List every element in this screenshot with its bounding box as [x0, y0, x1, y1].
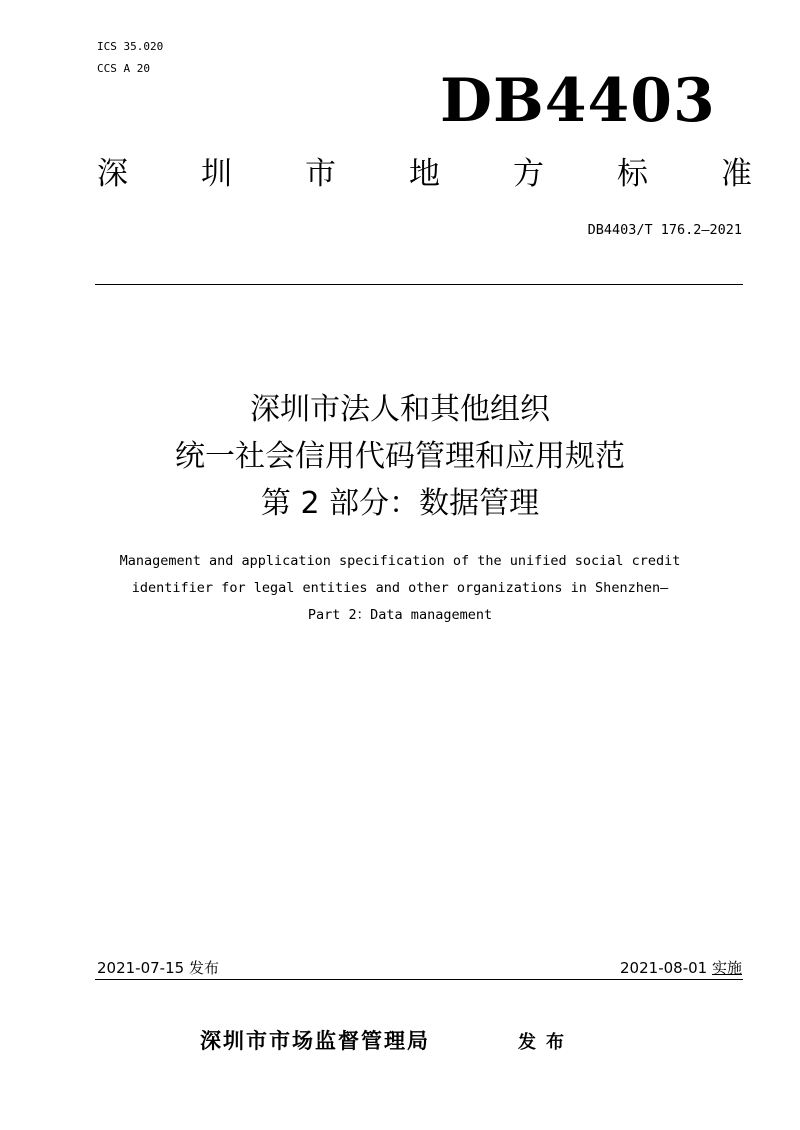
issue-date — [97, 958, 219, 978]
standard-type-char: 深 — [97, 156, 128, 192]
footer-divider — [95, 979, 743, 980]
publish-label: 发布 — [518, 1032, 574, 1053]
standard-number: DB4403/T 176.2—2021 — [587, 222, 742, 238]
english-title-line: Management and application specification of the unified social credit — [119, 553, 681, 569]
implementation-date — [620, 958, 742, 978]
standard-type-char: 地 — [409, 156, 440, 192]
ics-code: ICS 35.020 — [97, 40, 164, 53]
ccs-code: CCS A 20 — [97, 62, 150, 75]
standard-type-char: 圳 — [201, 156, 232, 192]
english-title — [40, 548, 760, 629]
standard-type-heading — [97, 156, 752, 192]
standard-type-char: 方 — [513, 156, 544, 192]
chinese-title — [40, 386, 760, 527]
issue-date-value: 2021-07-15 — [97, 959, 185, 977]
standard-type-char: 标 — [617, 156, 648, 192]
english-title-line: identifier for legal entities and other organizations in Shenzhen— — [131, 580, 669, 596]
english-title-line: Part 2：Data management — [307, 607, 493, 623]
title-line: 深圳市法人和其他组织 — [250, 392, 550, 427]
issuer-line — [200, 1028, 620, 1056]
issue-date-label: 发布 — [188, 959, 219, 977]
implementation-date-label: 实施 — [711, 959, 742, 977]
standard-type-char: 市 — [305, 156, 336, 192]
standard-code-heading: DB4403 — [440, 66, 716, 136]
header-divider — [95, 284, 743, 285]
title-line: 统一社会信用代码管理和应用规范 — [175, 439, 625, 474]
issuing-authority: 深圳市市场监督管理局 — [200, 1029, 430, 1053]
implementation-date-value: 2021-08-01 — [620, 959, 708, 977]
standard-type-char: 准 — [721, 156, 752, 192]
title-line: 第 2 部分：数据管理 — [260, 486, 540, 521]
